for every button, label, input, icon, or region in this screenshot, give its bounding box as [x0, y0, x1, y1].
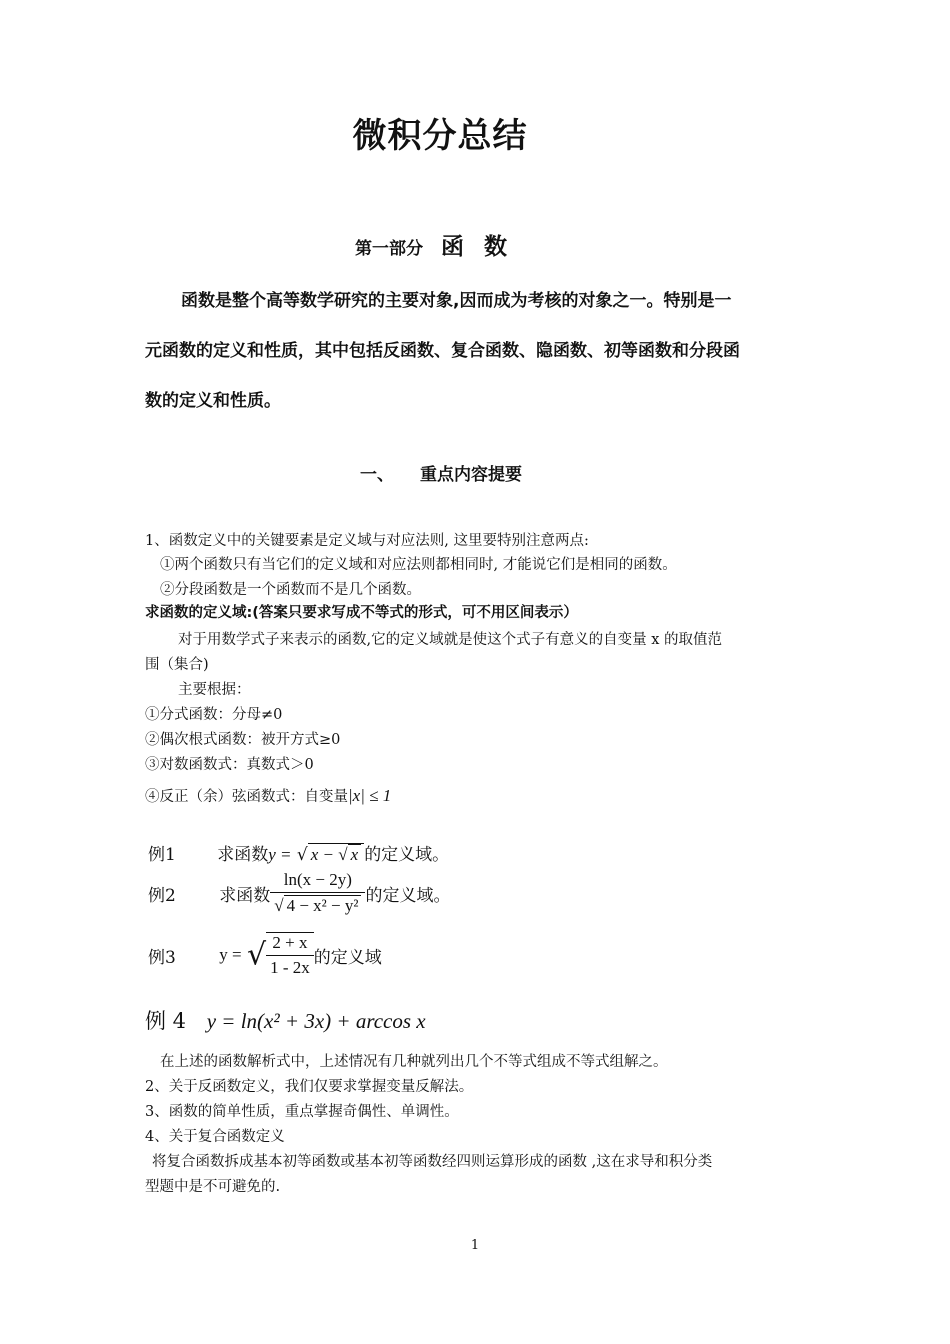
example-1: 例1 求函数y = √ x − √ x 的定义域。 [148, 845, 450, 865]
example-3-fraction [266, 932, 314, 978]
example-2 [148, 870, 450, 916]
example-4-label: 例 4 [145, 1009, 187, 1033]
after-line-1: 在上述的函数解析式中，上述情况有几种就列出几个不等式组成不等式组解之。 [160, 1054, 668, 1070]
example-1-label: 例1 [148, 845, 176, 865]
example-4 [145, 1005, 426, 1035]
part-heading [355, 228, 513, 261]
after-line-5: 将复合函数拆成基本初等函数或基本初等函数经四则运算形成的函数 ,这在求导和积分类 [152, 1154, 713, 1170]
example-2-fraction: $\frac{\ln(x - 2y)}{\text{√ 4 − x² − y²}}$ [270, 870, 365, 916]
example-3: 例3 y = √ $\frac{2 + x}{1 - 2x}$ 的定义域 [148, 933, 382, 977]
example-2-suffix: 的定义域。 [365, 885, 451, 906]
domain-heading: 求函数的定义域:(答案只要求写成不等式的形式，可不用区间表示） [145, 605, 578, 621]
intro-line-2: 元函数的定义和性质，其中包括反函数、复合函数、隐函数、初等函数和分段函 [145, 341, 740, 361]
section-number: 一、 [360, 465, 394, 485]
after-line-6: 型题中是不可避免的. [145, 1179, 281, 1195]
page-number: 1 [470, 1238, 480, 1253]
point-1b: ②分段函数是一个函数而不是几个函数。 [160, 582, 421, 598]
rule-4-text: ④反正（余）弦函数式：自变量 [145, 789, 348, 805]
part-label: 第一部分 [355, 239, 423, 259]
example-4-expression: y = ln(x² + 3x) + arccos x [206, 1009, 426, 1033]
example-3-lhs: y = [219, 945, 242, 964]
example-1-suffix: 的定义域。 [364, 845, 450, 865]
rule-3: ③对数函数式：真数式＞0 [145, 757, 314, 773]
example-3-numerator: 2 + x [266, 933, 314, 956]
example-3-label: 例3 [148, 947, 176, 968]
intro-line-3: 数的定义和性质。 [145, 391, 281, 411]
document-title: 微积分总结 [352, 116, 528, 156]
rule-4-math: |x| ≤ 1 [348, 786, 392, 805]
rule-4 [145, 785, 391, 806]
example-1-prefix: 求函数 [217, 845, 269, 865]
section-heading [360, 460, 522, 485]
example-1-lhs: y = [268, 845, 292, 864]
point-1a: ①两个函数只有当它们的定义域和对应法则都相同时, 才能说它们是相同的函数。 [160, 557, 677, 573]
basis-label: 主要根据： [178, 682, 251, 698]
intro-line-1: 函数是整个高等数学研究的主要对象,因而成为考核的对象之一。特别是一 [181, 291, 732, 311]
example-2-prefix: 求函数 [219, 885, 271, 906]
example-3-suffix: 的定义域 [313, 947, 382, 968]
example-2-numerator: ln(x − 2y) [270, 870, 365, 893]
example-2-denominator: 4 − x² − y² [284, 895, 362, 916]
example-3-denominator: 1 - 2x [270, 958, 310, 977]
rule-1: ①分式函数：分母≠0 [145, 707, 283, 723]
after-line-2: 2、关于反函数定义，我们仅要求掌握变量反解法。 [145, 1079, 474, 1095]
example-1-radicand: x − √ x [308, 843, 364, 865]
after-line-3: 3、函数的简单性质，重点掌握奇偶性、单调性。 [145, 1104, 459, 1120]
part-name: 函 数 [441, 234, 514, 260]
point-1: 1、函数定义中的关键要素是定义域与对应法则, 这里要特别注意两点: [145, 533, 589, 549]
example-2-label: 例2 [148, 885, 176, 906]
domain-desc-1: 对于用数学式子来表示的函数,它的定义域就是使这个式子有意义的自变量 x 的取值范 [178, 632, 723, 648]
domain-desc-2: 围（集合) [145, 657, 209, 673]
section-title: 重点内容提要 [420, 465, 522, 485]
after-line-4: 4、关于复合函数定义 [145, 1129, 285, 1145]
rule-2: ②偶次根式函数：被开方式≥0 [145, 732, 341, 748]
